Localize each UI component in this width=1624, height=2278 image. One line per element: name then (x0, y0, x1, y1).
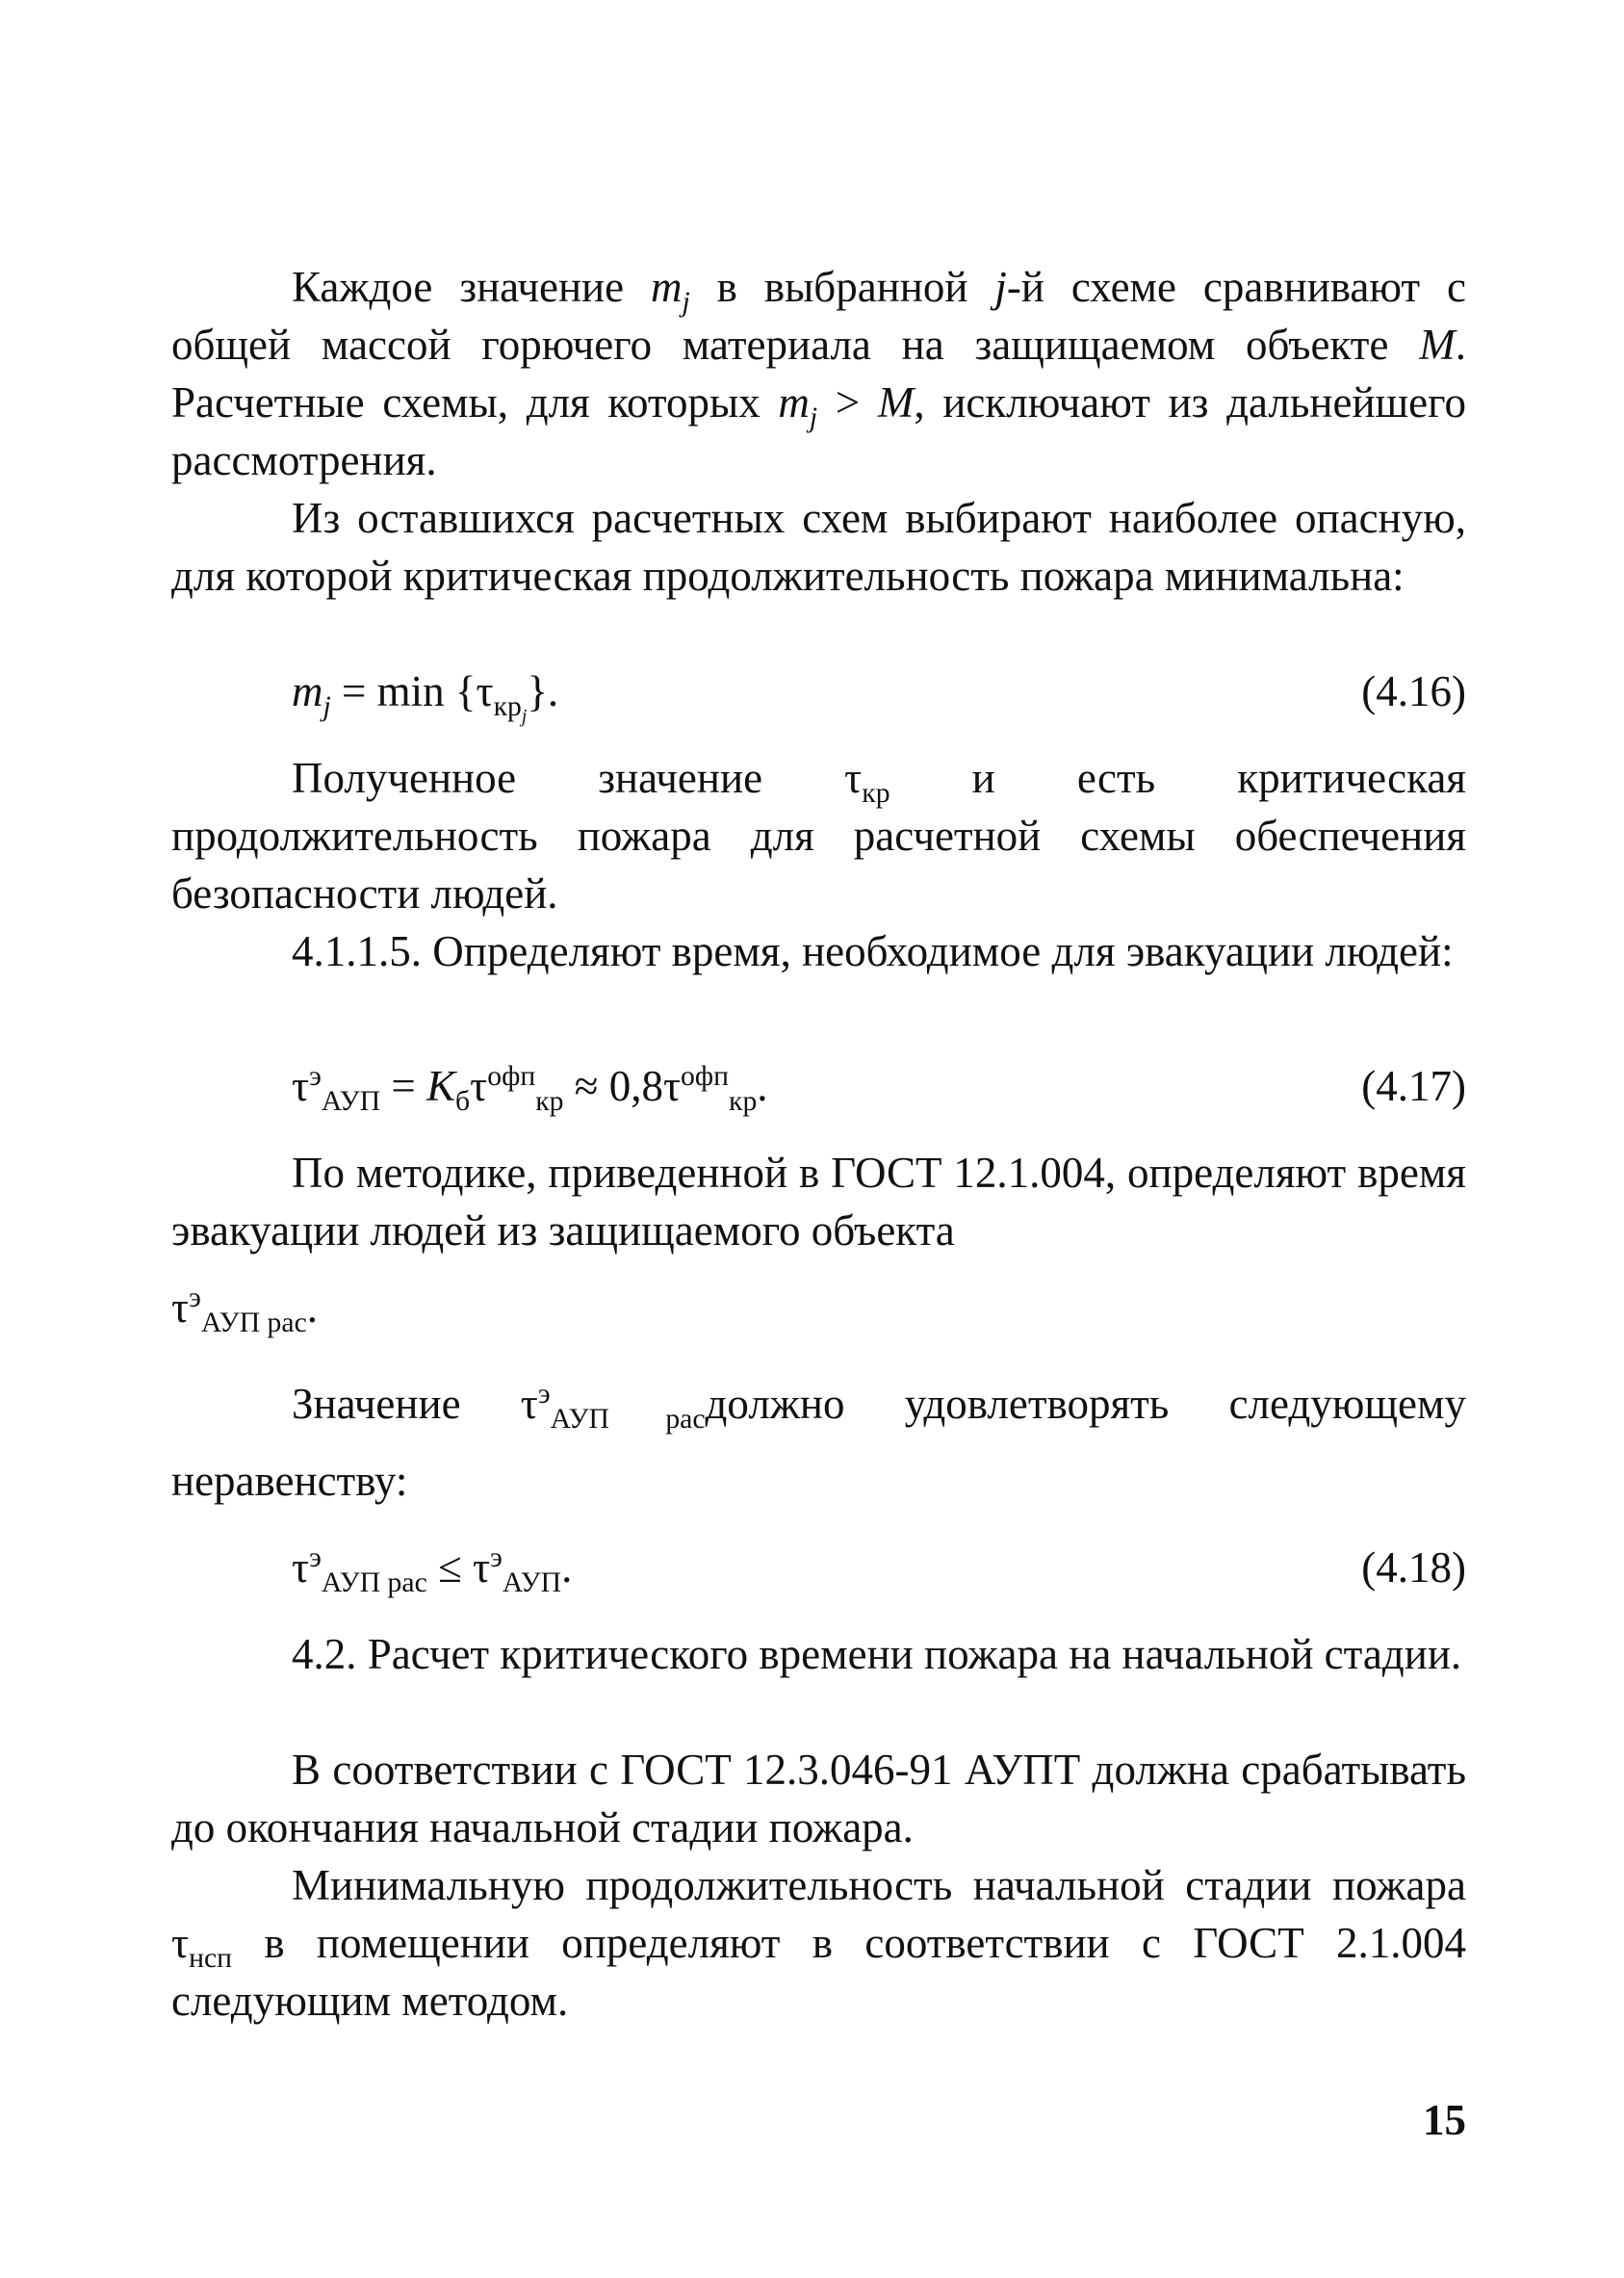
paragraph-3: Полученное значение $\tau_{кр}$ и есть критическая продолжительность пожара для расчетной схемы обеспечения безопасности людей. (171, 754, 1466, 918)
text-run: Каждое значение (292, 263, 651, 311)
math-M: M (1419, 321, 1456, 369)
formula-expression: $m_j = \min \{\tau_{кр_j}\}$. (292, 667, 559, 727)
page-number: 15 (1423, 2096, 1466, 2144)
paragraph-5: По методике, приведенной в ГОСТ 12.1.004, определяют время эвакуации людей из защищаемого объекта $\tau^э_{АУП рас}$. (171, 1149, 1466, 1338)
paragraph-2: Из оставшихся расчетных схем выбирают наиболее опасную, для которой критическая продолжительность пожара минимальна: (171, 494, 1466, 600)
paragraph-6: Значение $\tau^э_{АУП рас}должно$ удовлетворять следующему неравенству: (171, 1379, 1466, 1505)
math-m-j: $m_j$ (651, 263, 690, 318)
equation-number: (4.16) (1361, 667, 1466, 715)
equation-number: (4.18) (1361, 1543, 1466, 1592)
text-run: > (817, 378, 878, 427)
paragraph-8: В соответствии с ГОСТ 12.3.046-91 АУПТ должна срабатывать до окончания начальной стадии пожара. (171, 1746, 1466, 1851)
text-run: . Расчетные схемы, для которых (171, 321, 1466, 427)
paragraph-4: 4.1.1.5. Определяют время, необходимое для эвакуации людей: (292, 927, 1454, 975)
text-run: , исключают из дальнейшего рассмотрения. (171, 378, 1466, 484)
formula-expression: $\tau^э_{АУП рас} \le \tau^э_{АУП}$. (292, 1542, 573, 1598)
formula-4-18 (171, 1539, 1466, 1616)
equation-number: (4.17) (1361, 1062, 1466, 1110)
formula-expression: $\tau^э_{АУП} = K_б\tau^{офп}_{кр} \approx 0,8\tau^{офп}_{кр}$. (292, 1061, 768, 1117)
paragraph-1 (171, 258, 1466, 489)
text-run: -й схеме сравнивают с общей массой горючего материала на защищаемом объекте (171, 263, 1466, 369)
paragraph-9: Минимальную продолжительность начальной стадии пожара $\tau_{нсп}$ в помещении определяют в соответствии с ГОСТ 2.1.004 следующим методом. (171, 1861, 1466, 2025)
text-run: в выбранной (689, 263, 995, 311)
formula-4-17 (171, 1057, 1466, 1134)
formula-4-16 (171, 662, 1466, 739)
math-j: j (994, 263, 1007, 311)
paragraph-7: 4.2. Расчет критического времени пожара на начальной стадии. (292, 1630, 1462, 1678)
math-m-j: $m_j$ (778, 378, 818, 433)
math-M: M (877, 378, 915, 427)
